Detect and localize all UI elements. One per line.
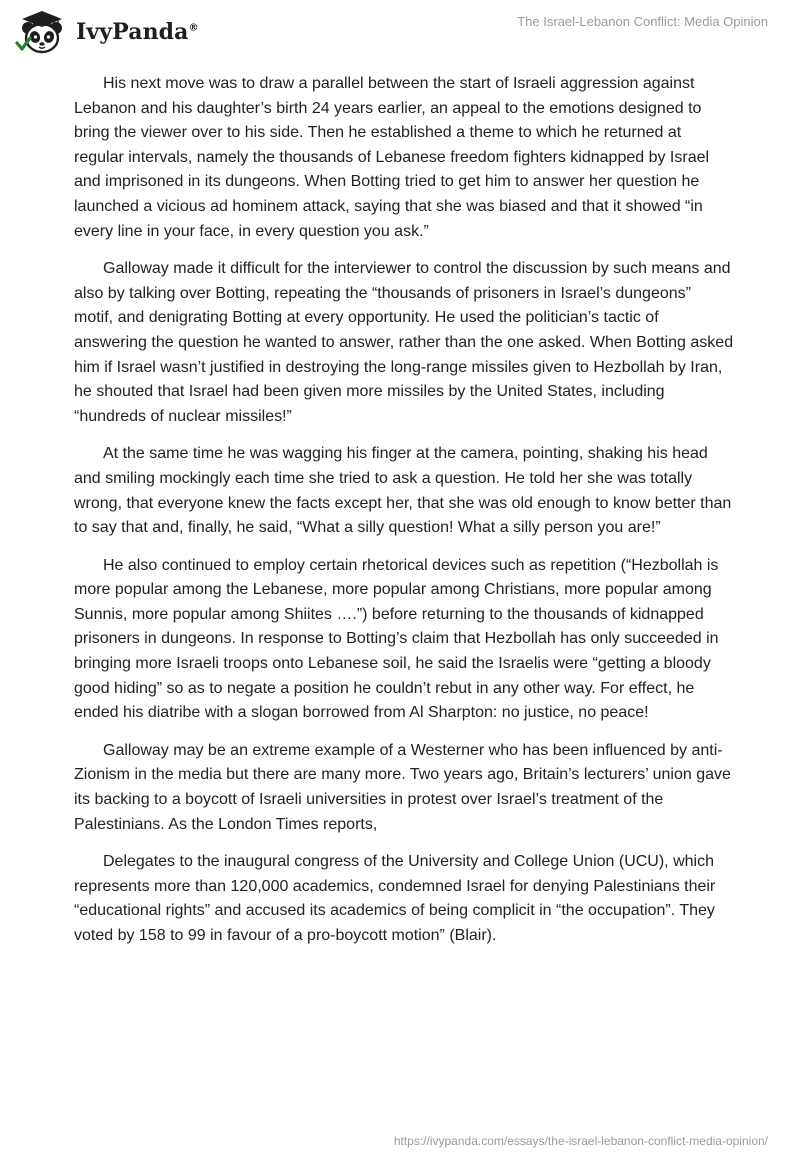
brand-logo[interactable] xyxy=(14,8,199,56)
essay-body xyxy=(74,72,734,962)
paragraph: At the same time he was wagging his finger at the camera, pointing, shaking his head and smiling mockingly each time she tried to ask a question. He told her she was totally wrong, that everyone knew the facts except her, that she was old enough to know better than to say that and, finally, he said, “What a silly question! What a silly person you are!” xyxy=(74,445,732,537)
paragraph: He also continued to employ certain rhetorical devices such as repetition (“Hezbollah is more popular among the Lebanese, more popular among Christians, more popular among Sunnis, more popular among Shiites ….”) before returning to the thousands of kidnapped prisoners in dungeons. In response to Botting’s claim that Hezbollah has only succeeded in bringing more Israeli troops onto Lebanese soil, he said the Israelis were “getting a bloody good hiding” so as to negate a position he couldn’t rebut in any other way. For effect, he ended his diatribe with a slogan borrowed from Al Sharpton: no justice, no peace! xyxy=(74,556,719,722)
document-title: The Israel-Lebanon Conflict: Media Opinion xyxy=(517,14,768,29)
paragraph: His next move was to draw a parallel between the start of Israeli aggression against Lebanon and his daughter’s birth 24 years earlier, an appeal to the emotions designed to bring the viewer over to his side. Then he established a theme to which he returned at regular intervals, namely the thousands of Lebanese freedom fighters kidnapped by Israel and imprisoned in its dungeons. When Botting tried to get him to answer her question he launched a vicious ad hominem attack, saying that she was biased and that it showed “in every line in your face, in every question you ask.” xyxy=(74,75,710,240)
registered-mark: ® xyxy=(188,22,199,34)
paragraph: Galloway may be an extreme example of a Westerner who has been influenced by anti-Zionism in the media but there are many more. Two years ago, Britain’s lecturers’ union gave its backing to a boycott of Israeli universities in protest over Israel’s treatment of the Palestinians. As the London Times reports, xyxy=(74,741,731,833)
paragraph: Galloway made it difficult for the interviewer to control the discussion by such means and also by talking over Botting, repeating the “thousands of prisoners in Israel’s dungeons” motif, and denigrating Botting at every opportunity. He used the politician’s tactic of answering the question he wanted to answer, rather than the one asked. When Botting asked him if Israel wasn’t justified in destroying the long-range missiles given to Hezbollah by Iran, he shouted that Israel had been given more missiles by the United States, including “hundreds of nuclear missiles!” xyxy=(74,260,734,425)
block-quote: Delegates to the inaugural congress of the University and College Union (UCU), which represents more than 120,000 academics, condemned Israel for denying Palestinians their “educational rights” and accused its academics of being complicit in “the occupation”. They voted by 158 to 99 in favour of a pro-boycott motion” (Blair). xyxy=(74,853,716,944)
panda-graduation-cap-logo-icon xyxy=(14,8,72,56)
source-url[interactable]: https://ivypanda.com/essays/the-israel-lebanon-conflict-media-opinion/ xyxy=(393,1134,768,1148)
page-header xyxy=(0,0,800,60)
brand-name: IvyPanda® xyxy=(76,19,199,45)
